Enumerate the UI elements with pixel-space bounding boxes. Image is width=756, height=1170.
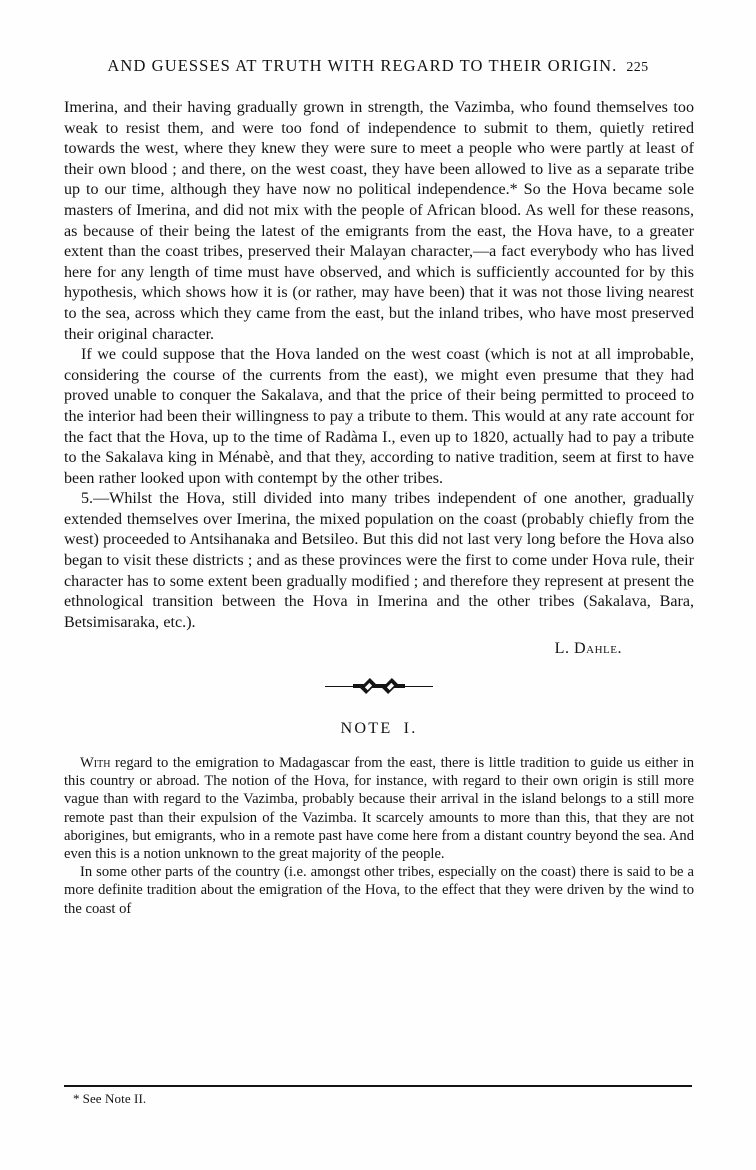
note-paragraph-1-text: regard to the emigration to Madagascar from the east, there is little tradition to guide us either in this country or abroad. The notion of the Hova, for instance, with regard to their own origin is still more vague than with regard to the Vazimba, probably because their arrival in the island belongs to a still more remote past than their expulsion of the Vazimba. It scarcely amounts to more than this, that they are not aborigines, but emigrants, who in a remote past have come here from a distant country beyond the sea. And even this is a notion unknown to the great majority of the people. xyxy=(64,755,694,863)
paragraph-vazimba: Imerina, and their having gradually grown in strength, the Vazimba, who found themselves too weak to resist them, and were too fond of independence to submit to them, quietly retired towards the west, where they knew they were sure to meet a people who were partly at least of their own blood ; and there, on the west coast, they have been allowed to live as a separate tribe up to our time, although they have now no political independence.* So the Hova became sole masters of Imerina, and did not mix with the people of African blood. As well for these reasons, as because of their being the latest of the emigrants from the east, the Hova have, to a greater extent than the coast tribes, preserved their Malayan character,—a fact everybody who has lived here for any length of time must have observed, and which is sufficiently accounted for by this hypothesis, which shows how it is (or rather, may have been) that it was not those living nearest to the sea, across which they came from the east, but the inland tribes, who have most preserved their original character. xyxy=(64,99,694,343)
author-signature: L. Dahle. xyxy=(554,640,622,658)
typographic-ornament-icon xyxy=(325,679,433,693)
section-divider xyxy=(64,677,694,695)
running-head-title: AND GUESSES AT TRUTH WITH REGARD TO THEIR ORIGIN. xyxy=(107,56,618,75)
footnote-marker: * xyxy=(73,1091,80,1106)
footnote-separator-rule xyxy=(64,1085,692,1087)
text-column xyxy=(64,98,694,918)
note-heading: NOTE I. xyxy=(340,719,418,738)
paragraph-west-coast: If we could suppose that the Hova landed on the west coast (which is not at all improbable, considering the course of the currents from the east), we might even presume that they had proved unable to conquer the Sakalava, and that the price of their being permitted to proceed to the interior had been their willingness to pay a tribute to them. This would at any rate account for the fact that the Hova, up to the time of Radàma I., even up to 1820, actually had to pay a tribute to the Sakalava king in Ménabè, and that they, according to native tradition, seem at first to have been rather looked upon with contempt by the other tribes. xyxy=(64,346,694,487)
note-paragraph-1 xyxy=(64,754,694,863)
running-head xyxy=(64,56,692,76)
note-body xyxy=(64,754,694,918)
paragraph-section-5: 5.—Whilst the Hova, still divided into many tribes independent of one another, gradually extended themselves over Imerina, the mixed population on the coast (probably chiefly from the west) proceeded to Antsihanaka and Betsileo. But this did not last very long before the Hova also began to visit these districts ; and as these provinces were the first to come under Hova rule, their character has to some extent been gradually modified ; and therefore they represent at present the ethnological transition between the Hova in Imerina and the other tribes (Sakalava, Bara, Betsimisaraka, etc.). xyxy=(64,490,694,631)
page-folio-number: 225 xyxy=(626,60,649,75)
footnote xyxy=(73,1090,146,1107)
footnote-text: See Note II. xyxy=(82,1091,147,1106)
note-paragraph-2: In some other parts of the country (i.e. amongst other tribes, especially on the coast) there is said to be a more definite tradition about the emigration of the Hova, to the effect that they were driven by the wind to the coast of xyxy=(64,864,694,917)
note-lead-smallcaps: With xyxy=(80,755,111,772)
